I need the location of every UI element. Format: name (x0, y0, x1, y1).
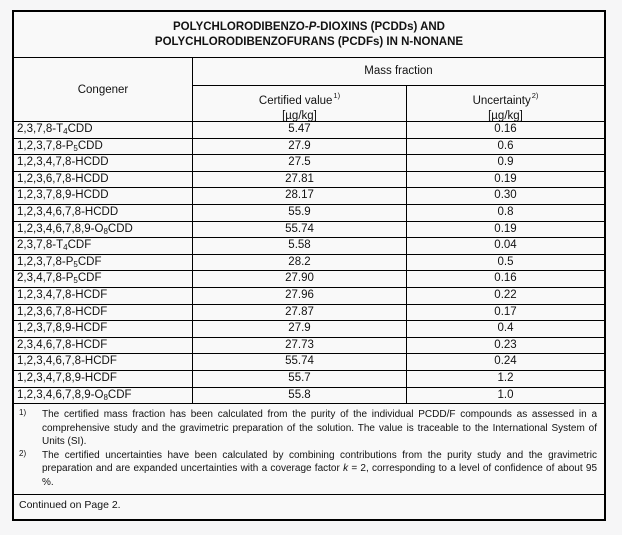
sub-headers (193, 86, 604, 124)
table-row (14, 154, 604, 171)
congener-cell: $1,2,3,4,6,7,8,9-O_8CDF$ (14, 388, 193, 404)
table-row (14, 171, 604, 188)
table-header (14, 57, 604, 121)
mass-fraction-label: Mass fraction (364, 65, 433, 77)
certified-value-cell: 55.7 (193, 371, 407, 387)
certified-value-cell: 27.9 (193, 321, 407, 337)
uncertainty-cell: 0.04 (494, 239, 517, 252)
uncertainty-cell: 0.16 (494, 123, 517, 135)
table-row (14, 337, 604, 354)
certified-value-cell: 27.81 (193, 172, 407, 188)
congener-cell: 1,2,3,6,7,8-HCDD (14, 172, 193, 188)
uncertainty-cell: 0.22 (494, 288, 517, 301)
congener-cell: $2,3,4,7,8-P_5CDF$ (14, 271, 193, 287)
table-row (14, 138, 604, 155)
congener-cell: 1,2,3,7,8,9-HCDF (14, 321, 193, 337)
certified-value-cell: 27.5 (193, 155, 407, 171)
table-row (14, 204, 604, 221)
certified-value-cell: 5.47 (193, 122, 407, 138)
certified-value-label: Certified value (258, 94, 333, 107)
congener-cell: 1,2,3,4,7,8-HCDF (14, 288, 193, 304)
column-header-uncertainty (407, 86, 604, 124)
certified-value-unit: [µg/kg] (282, 109, 317, 122)
uncertainty-cell: 0.9 (497, 156, 514, 169)
congener-cell: 1,2,3,4,7,8,9-HCDF (14, 371, 193, 387)
certified-value-cell: 27.87 (193, 305, 407, 321)
table-row (14, 370, 604, 387)
footnote (19, 408, 597, 449)
congener-cell: $2,3,7,8-T_4CDF$ (14, 238, 193, 254)
table-row (14, 287, 604, 304)
mass-fraction-group (193, 58, 604, 121)
continued-note: Continued on Page 2. (14, 494, 604, 519)
certificate-table (12, 10, 606, 521)
uncertainty-cell: 0.24 (494, 355, 517, 368)
congener-cell: $1,2,3,7,8-P_5CDF$ (14, 255, 193, 271)
certified-value-cell: 55.74 (193, 354, 407, 370)
certified-value-cell: 27.73 (193, 338, 407, 354)
certified-value-cell: 27.90 (193, 271, 407, 287)
footnote-marker: 1) (19, 408, 27, 418)
table-row (14, 320, 604, 337)
footnote-text: The certified mass fraction has been calculated from the purity of the individual PCDD/F compounds as assessed in a comprehensive study and the gravimetric preparation of the solution. The value is traceable to the International System of Units (SI). (42, 409, 597, 448)
certified-value-cell: 27.9 (193, 139, 407, 155)
footnote (19, 449, 597, 490)
table-row (14, 237, 604, 254)
uncertainty-cell: 0.23 (494, 338, 517, 351)
congener-cell: $1,2,3,4,6,7,8,9-O_8CDD$ (14, 222, 193, 238)
footnote-marker: 2) (19, 448, 27, 458)
certified-value-cell: 28.17 (193, 188, 407, 204)
congener-cell: 1,2,3,7,8,9-HCDD (14, 188, 193, 204)
certified-value-cell: 55.74 (193, 222, 407, 238)
uncertainty-cell: 0.4 (497, 322, 514, 335)
congener-header-label: Congener (77, 83, 129, 96)
column-header-mass-fraction (193, 58, 604, 86)
uncertainty-cell: 0.5 (497, 255, 514, 268)
uncertainty-cell: 1.2 (497, 371, 514, 384)
table-row (14, 121, 604, 138)
table-body (14, 121, 604, 403)
table-title-line-2: POLYCHLORODIBENZOFURANS (PCDFs) IN N-NONANE (154, 36, 464, 48)
footnote-text: The certified uncertainties have been calculated by combining contributions from the purity study and the gravimetric preparation and are expanded uncertainties with a coverage factor k = 2, corresponding to a level of confidence of about 95 %. (42, 449, 598, 488)
congener-cell: $2,3,7,8-T_4CDD$ (14, 122, 193, 138)
uncertainty-cell: 0.17 (494, 305, 517, 318)
uncertainty-cell: 0.30 (494, 189, 517, 202)
certified-value-cell: 55.9 (193, 205, 407, 221)
uncertainty-cell: 0.8 (497, 205, 514, 218)
congener-cell: $1,2,3,7,8-P_5CDD$ (14, 139, 193, 155)
column-header-congener (14, 58, 193, 121)
certified-value-cell: 5.58 (193, 238, 407, 254)
table-row (14, 187, 604, 204)
table-title-line-1: POLYCHLORODIBENZO-P-DIOXINS (PCDDs) AND (173, 21, 445, 33)
table-row (14, 254, 604, 271)
uncertainty-cell: 0.19 (494, 222, 517, 235)
table-title (14, 12, 604, 57)
congener-cell: 2,3,4,6,7,8-HCDF (14, 338, 193, 354)
certified-footnote-marker: 1) (333, 91, 341, 100)
congener-cell: 1,2,3,6,7,8-HCDF (14, 305, 193, 321)
congener-cell: 1,2,3,4,7,8-HCDD (14, 155, 193, 171)
congener-cell: 1,2,3,4,6,7,8-HCDF (14, 354, 193, 370)
footnotes-section (14, 403, 604, 494)
uncertainty-unit: [µg/kg] (488, 109, 523, 122)
certified-value-cell: 28.2 (193, 255, 407, 271)
uncertainty-cell: 0.16 (494, 272, 517, 285)
table-row (14, 304, 604, 321)
table-row (14, 270, 604, 287)
certified-value-cell: 55.8 (193, 388, 407, 404)
uncertainty-footnote-marker: 2) (531, 91, 539, 100)
uncertainty-label: Uncertainty (472, 94, 531, 107)
column-header-certified-value (193, 86, 407, 124)
uncertainty-cell: 0.19 (494, 172, 517, 185)
congener-cell: 1,2,3,4,6,7,8-HCDD (14, 205, 193, 221)
certified-value-cell: 27.96 (193, 288, 407, 304)
table-row (14, 353, 604, 370)
table-row (14, 387, 604, 404)
table-row (14, 221, 604, 238)
uncertainty-cell: 0.6 (497, 139, 514, 152)
uncertainty-cell: 1.0 (497, 388, 514, 401)
